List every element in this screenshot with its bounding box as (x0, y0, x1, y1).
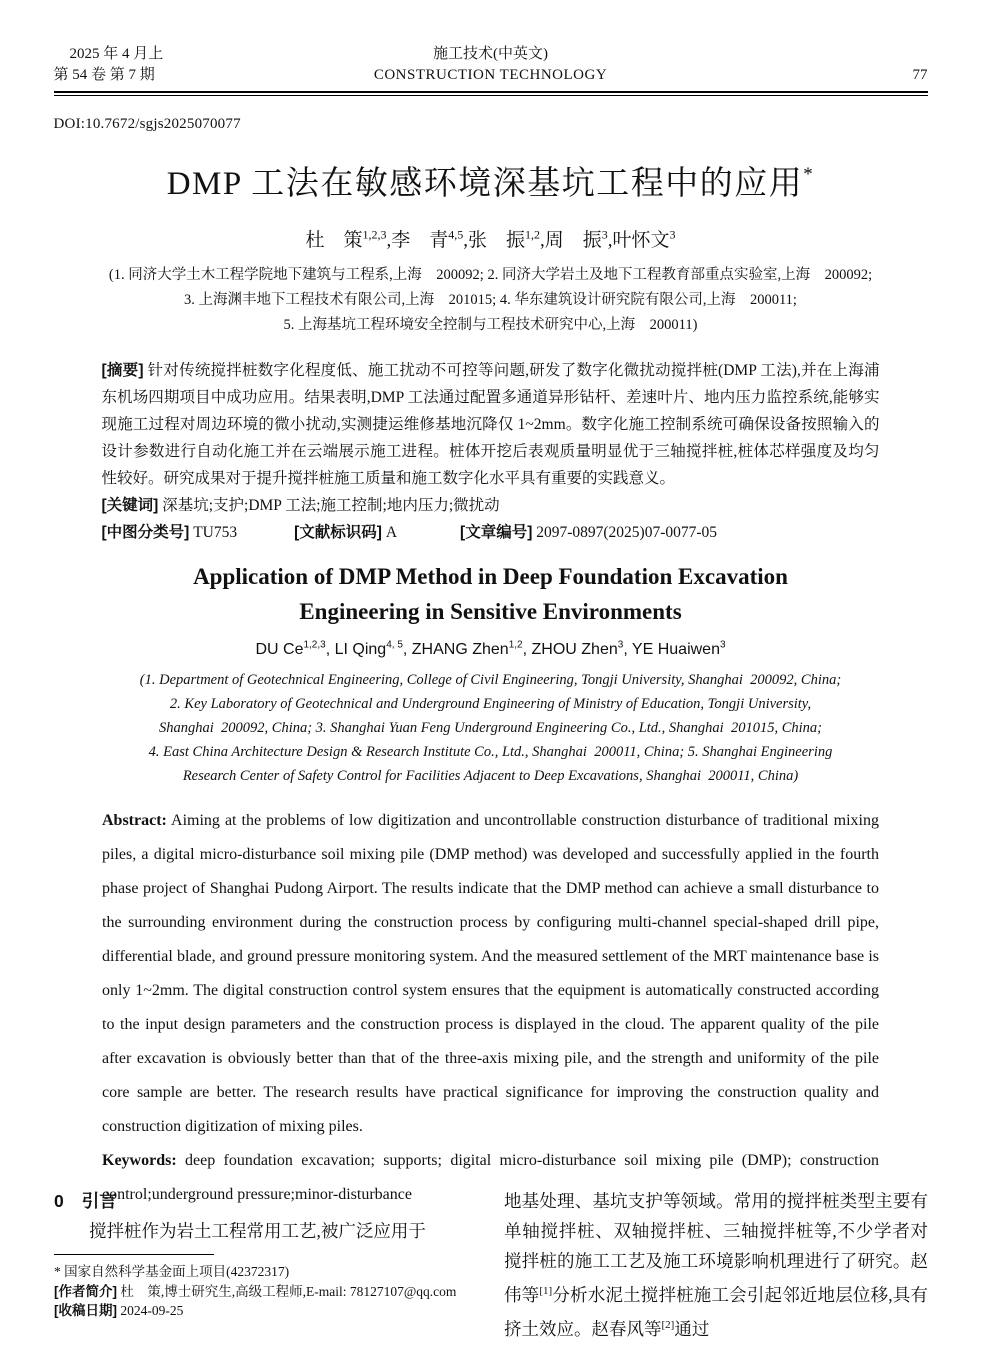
author-en: LI Qing$^{4, 5}$, (334, 640, 412, 659)
article-number-label: [文章编号] (460, 524, 533, 541)
author-cn: 杜 策$^{1,2,3}$, (305, 227, 392, 251)
affiliation-line: Shanghai 200092, China; 3. Shanghai Yuan Feng Underground Engineering Co., Ltd., Shanghai 201015, China; (159, 720, 822, 737)
affiliation-line: (1. 同济大学土木工程学院地下建筑与工程系,上海 200092; 2. 同济大学岩土及地下工程教育部重点实验室,上海 200092; (108, 267, 873, 283)
affiliation-line: 5. 上海基坑工程环境安全控制与工程技术研究中心,上海 200011) (283, 317, 698, 333)
article-number: [文章编号] 2097-0897(2025)07-0077-05 (460, 524, 718, 541)
section-number: 0 (54, 1191, 64, 1211)
article-title-en (54, 559, 928, 629)
document-code-label: [文献标识码] (294, 524, 382, 541)
doi: DOI:10.7672/sgjs2025070077 (53, 116, 241, 132)
abstract-cn (102, 357, 880, 492)
footnote-divider (54, 1254, 214, 1255)
abstract-cn-text: 针对传统搅拌桩数字化程度低、施工扰动不可控等问题,研发了数字化微扰动搅拌桩(DMP 工法),并在上海浦东机场四期项目中成功应用。结果表明,DMP 工法通过配置多通道异形钻杆、差速叶片、地内压力监控系统,能够实现施工过程对周边环境的微小扰动,实测捷运维修基地沉降仅 1~2mm。数字化施工控制系统可确保设备按照输入的设计参数进行自动化施工并在云端展示施工进程。桩体开挖后表观质量明显优于三轴搅拌桩,桩体芯样强度及均匀性较好。研究成果对于提升搅拌桩施工质量和施工数字化水平具有重要的实践意义。 (101, 362, 880, 487)
footnote-date-label: [收稿日期] (54, 1303, 117, 1318)
journal-title-cn: 施工技术(中英文) (433, 46, 548, 62)
author-cn: 李 青$^{4,5}$, (391, 227, 468, 251)
authors-en (54, 640, 928, 659)
footnote-bio-label: [作者简介] (54, 1283, 117, 1299)
keywords-en-text: deep foundation excavation; supports; digital micro-disturbance soil mixing pile (DMP); construction control;underground pressure;minor-disturbance (102, 1152, 879, 1204)
author-superscript: 4,5 (448, 227, 464, 242)
footnote-received-date (54, 1301, 478, 1321)
author-superscript: 1,2 (508, 640, 523, 651)
article-title-en-line2: Engineering in Sensitive Environments (299, 599, 682, 624)
right-column-paragraph: 地基处理、基坑支护等领域。常用的搅拌桩类型主要有单轴搅拌桩、双轴搅拌桩、三轴搅拌桩等,不少学者对搅拌桩的施工工艺及施工环境影响机理进行了研究。赵伟等[1]分析水泥土搅拌桩施工会引起邻近地层位移,具有挤土效应。赵春风等[2]通过 (504, 1191, 928, 1339)
intro-paragraph: 搅拌桩作为岩土工程常用工艺,被广泛应用于 (89, 1221, 426, 1241)
section-heading (54, 1186, 478, 1216)
abstract-en-text: Aiming at the problems of low digitization and uncontrollable construction disturbance of traditional mixing piles, a digital micro-disturbance soil mixing pile (DMP method) was developed and successfully applied in the fourth phase project of Shanghai Pudong Airport. The results indicate that the DMP method can achieve a small disturbance to the surrounding environment during the construction process by configuring multi-channel special-shaped drill pipe, differential blade, and ground pressure monitoring system. And the measured settlement of the MRT maintenance base is only 1~2mm. The digital construction control system ensures that the equipment is automatically constructed according to the input design parameters and the construction process is displayed in the cloud. The apparent quality of the pile after excavation is obviously better than that of the three-axis mixing pile, and the strength and uniformity of the pile core sample are better. The research results have practical significance for improving the construction quality and construction digitization of mixing piles. (102, 812, 879, 1136)
footnote-bio (54, 1282, 478, 1302)
keywords-cn-label: [关键词] (101, 497, 159, 514)
author-superscript: 1,2,3 (303, 640, 326, 651)
footnote-fund: * 国家自然科学基金面上项目(42372317) (54, 1264, 290, 1279)
author-superscript: 4, 5 (386, 640, 403, 651)
keywords-en-label: Keywords: (102, 1152, 177, 1170)
header-date: 2025 年 4 月上 (69, 46, 164, 62)
footnote-bio-text: 杜 策,博士研究生,高级工程师,E-mail: 78127107@qq.com (117, 1283, 457, 1299)
meta-cn (102, 519, 880, 546)
left-column (54, 1186, 478, 1344)
affiliation-line: Research Center of Safety Control for Facilities Adjacent to Deep Excavations, Shanghai 200011, China) (182, 768, 799, 785)
author-en: ZHOU Zhen$^3$, (531, 640, 632, 659)
author-superscript: 3 (719, 640, 726, 651)
footnote-date-text: 2024-09-25 (117, 1303, 184, 1318)
author-superscript: 1,2 (525, 227, 540, 242)
author-superscript: 1,2,3 (362, 227, 387, 242)
journal-title-block (284, 44, 698, 86)
header-rule-thin (54, 95, 928, 96)
clc-label: [中图分类号] (101, 524, 190, 541)
title-asterisk: * (803, 164, 815, 185)
affiliation-line: (1. Department of Geotechnical Engineering, College of Civil Engineering, Tongji University, Shanghai 200092, China; (139, 672, 842, 689)
affiliations-en (54, 668, 928, 788)
page-number: 77 (912, 67, 928, 83)
author-cn: 张 振$^{1,2}$, (467, 227, 545, 251)
footnote (54, 1254, 478, 1321)
article-title-en-line1: Application of DMP Method in Deep Foundation Excavation (193, 564, 788, 589)
journal-title-en: CONSTRUCTION TECHNOLOGY (373, 67, 608, 83)
author-cn: 周 振$^3$, (544, 227, 613, 251)
abstract-cn-label: [摘要] (101, 362, 144, 379)
article-title-cn (54, 157, 928, 204)
header-issue-block (54, 44, 284, 86)
reference-marker: [1] (539, 1285, 553, 1297)
article-title-cn-text: DMP 工法在敏感环境深基坑工程中的应用 (166, 166, 804, 202)
abstract-en-label: Abstract: (102, 812, 167, 830)
affiliation-line: 3. 上海渊丰地下工程技术有限公司,上海 201015; 4. 华东建筑设计研究院有限公司,上海 200011; (184, 292, 797, 308)
header-volume-issue: 第 54 卷 第 7 期 (53, 67, 155, 83)
right-column (504, 1186, 928, 1344)
author-en: DU Ce$^{1,2,3}$, (255, 640, 335, 659)
author-cn: 叶怀文$^3$ (612, 227, 676, 251)
affiliation-line: 4. East China Architecture Design & Research Institute Co., Ltd., Shanghai 200011, China; 5. Shanghai Engineering (148, 744, 833, 761)
author-en: ZHANG Zhen$^{1,2}$, (411, 640, 532, 659)
reference-marker: [2] (661, 1318, 675, 1331)
author-superscript: 3 (669, 227, 676, 242)
section-title: 引言 (81, 1191, 117, 1211)
clc-number: [中图分类号] TU753 (101, 524, 238, 541)
page-header (54, 44, 928, 86)
page-number-block (698, 44, 928, 86)
keywords-cn-text: 深基坑;支护;DMP 工法;施工控制;地内压力;微扰动 (158, 497, 500, 514)
authors-cn (54, 225, 928, 252)
abstract-cn-block (102, 357, 880, 546)
author-en: YE Huaiwen$^3$ (631, 640, 726, 659)
document-code: [文献标识码] A (294, 524, 398, 541)
body-columns (54, 1186, 928, 1344)
keywords-cn (102, 492, 880, 519)
affiliations-cn (54, 263, 928, 338)
abstract-en (102, 804, 879, 1144)
author-superscript: 3 (601, 227, 608, 242)
author-superscript: 3 (617, 640, 624, 651)
affiliation-line: 2. Key Laboratory of Geotechnical and Underground Engineering of Ministry of Education, Tongji University, (169, 696, 812, 713)
header-rule-thick (54, 91, 928, 93)
